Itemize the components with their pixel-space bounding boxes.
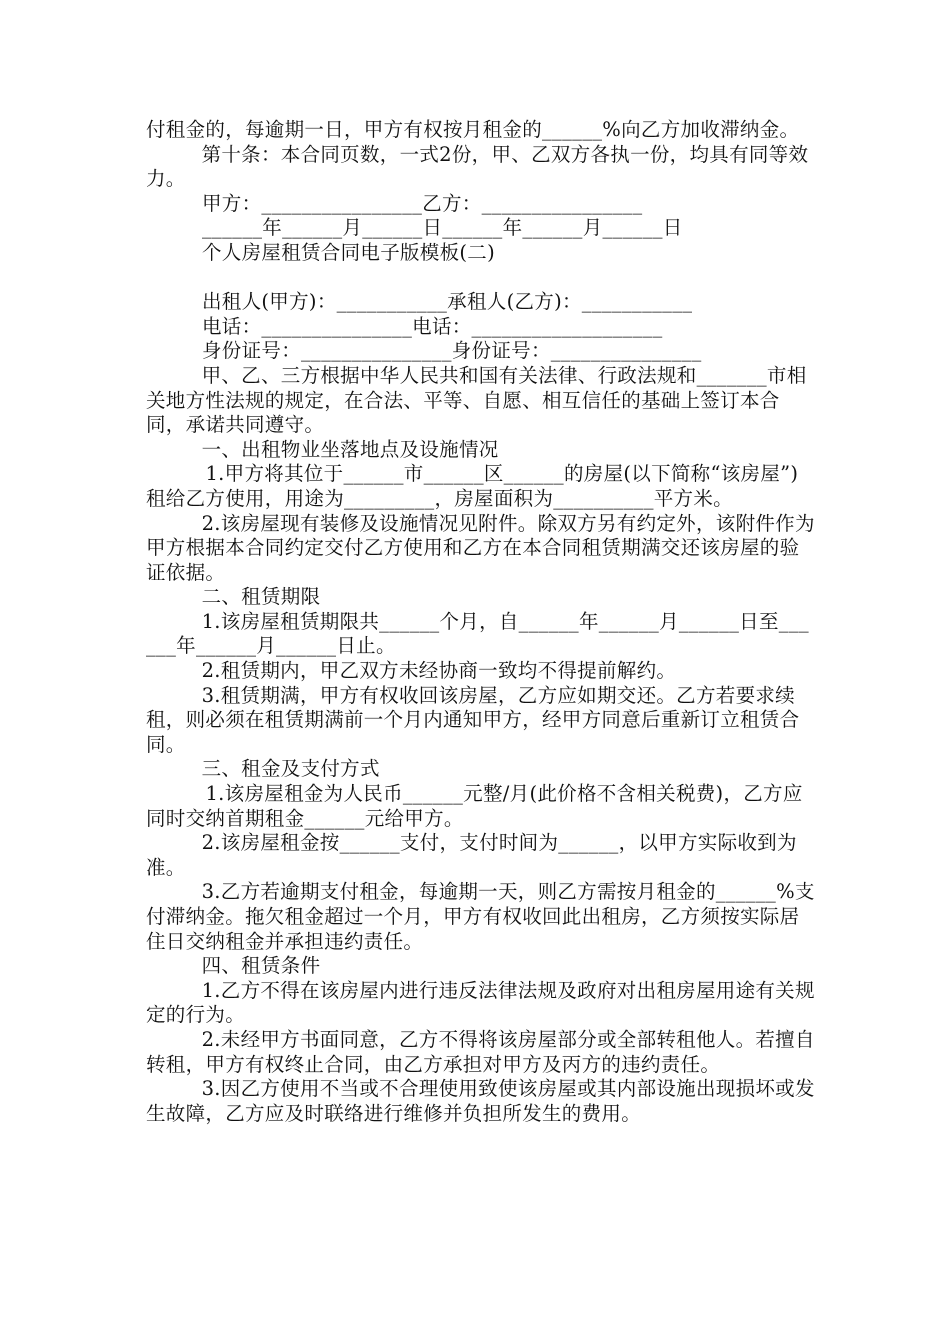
clause-4-2: 2.未经甲方书面同意，乙方不得将该房屋部分或全部转租他人。若擅自转租，甲方有权终止合同，由乙方承担对甲方及丙方的违约责任。 xyxy=(146,1027,815,1076)
parties-line-phone: 电话：_______________电话：___________________ xyxy=(202,314,663,338)
clause-3-1: 1.该房屋租金为人民币______元整/月(此价格不含相关税费)，乙方应同时交纳首期租金______元给甲方。 xyxy=(146,782,803,830)
parties-line-lessor-lessee: 出租人(甲方)：___________承租人(乙方)：___________ xyxy=(202,290,693,314)
paragraph-preamble: 甲、乙、三方根据中华人民共和国有关法律、行政法规和_______市相关地方性法规的规定，在合法、平等、自愿、相互信任的基础上签订本合同，承诺共同遵守。 xyxy=(146,363,807,437)
clause-3-2: 2.该房屋租金按______支付，支付时间为______，以甲方实际收到为准。 xyxy=(146,831,797,879)
paragraph-late-fee-continued: 付租金的，每逾期一日，甲方有权按月租金的______%向乙方加收滞纳金。 xyxy=(146,118,800,141)
clause-4-1: 1.乙方不得在该房屋内进行违反法律法规及政府对出租房屋用途有关规定的行为。 xyxy=(146,978,815,1027)
section-heading-lease-term: 二、租赁期限 xyxy=(201,585,321,609)
clause-1-1: 1.甲方将其位于______市______区______的房屋(以下简称“该房屋”)租给乙方使用，用途为_________，房屋面积为__________平方米。 xyxy=(146,462,799,510)
clause-4-3: 3.因乙方使用不当或不合理使用致使该房屋或其内部设施出现损坏或发生故障，乙方应及时联络进行维修并负担所发生的费用。 xyxy=(146,1077,815,1125)
clause-2-2: 2.租赁期内，甲乙双方未经协商一致均不得提前解约。 xyxy=(201,659,677,683)
document-page xyxy=(146,118,816,1126)
clause-3-3: 3.乙方若逾期支付租金，每逾期一天，则乙方需按月租金的______%支付滞纳金。拖欠租金超过一个月，甲方有权收回此出租房，乙方须按实际居住日交纳租金并承担违约责任。 xyxy=(146,880,815,953)
document-title-template-two: 个人房屋租赁合同电子版模板(二) xyxy=(202,240,496,264)
section-heading-rent-payment: 三、租金及支付方式 xyxy=(201,757,380,781)
clause-2-3: 3.租赁期满，甲方有权收回该房屋，乙方应如期交还。乙方若要求续租，则必须在租赁期满前一个月内通知甲方，经甲方同意后重新订立租赁合同。 xyxy=(146,683,800,756)
blank-line xyxy=(146,266,816,291)
section-heading-lease-conditions: 四、租赁条件 xyxy=(201,954,321,978)
parties-line-id-number: 身份证号：_______________身份证号：_______________ xyxy=(202,339,702,363)
clause-1-2: 2.该房屋现有装修及设施情况见附件。除双方另有约定外，该附件作为甲方根据本合同约定交付乙方使用和乙方在本合同租赁期满交还该房屋的验证依据。 xyxy=(146,511,815,584)
section-heading-property-location: 一、出租物业坐落地点及设施情况 xyxy=(201,437,499,461)
signature-line-parties: 甲方：________________乙方：________________ xyxy=(202,191,643,215)
signature-line-dates: ______年______月______日______年______月______日 xyxy=(202,216,683,240)
clause-2-1: 1.该房屋租赁期限共______个月，自______年______月______日至______年______月______日止。 xyxy=(146,609,809,658)
paragraph-article-ten: 第十条：本合同页数，一式2份，甲、乙双方各执一份，均具有同等效力。 xyxy=(146,142,809,191)
